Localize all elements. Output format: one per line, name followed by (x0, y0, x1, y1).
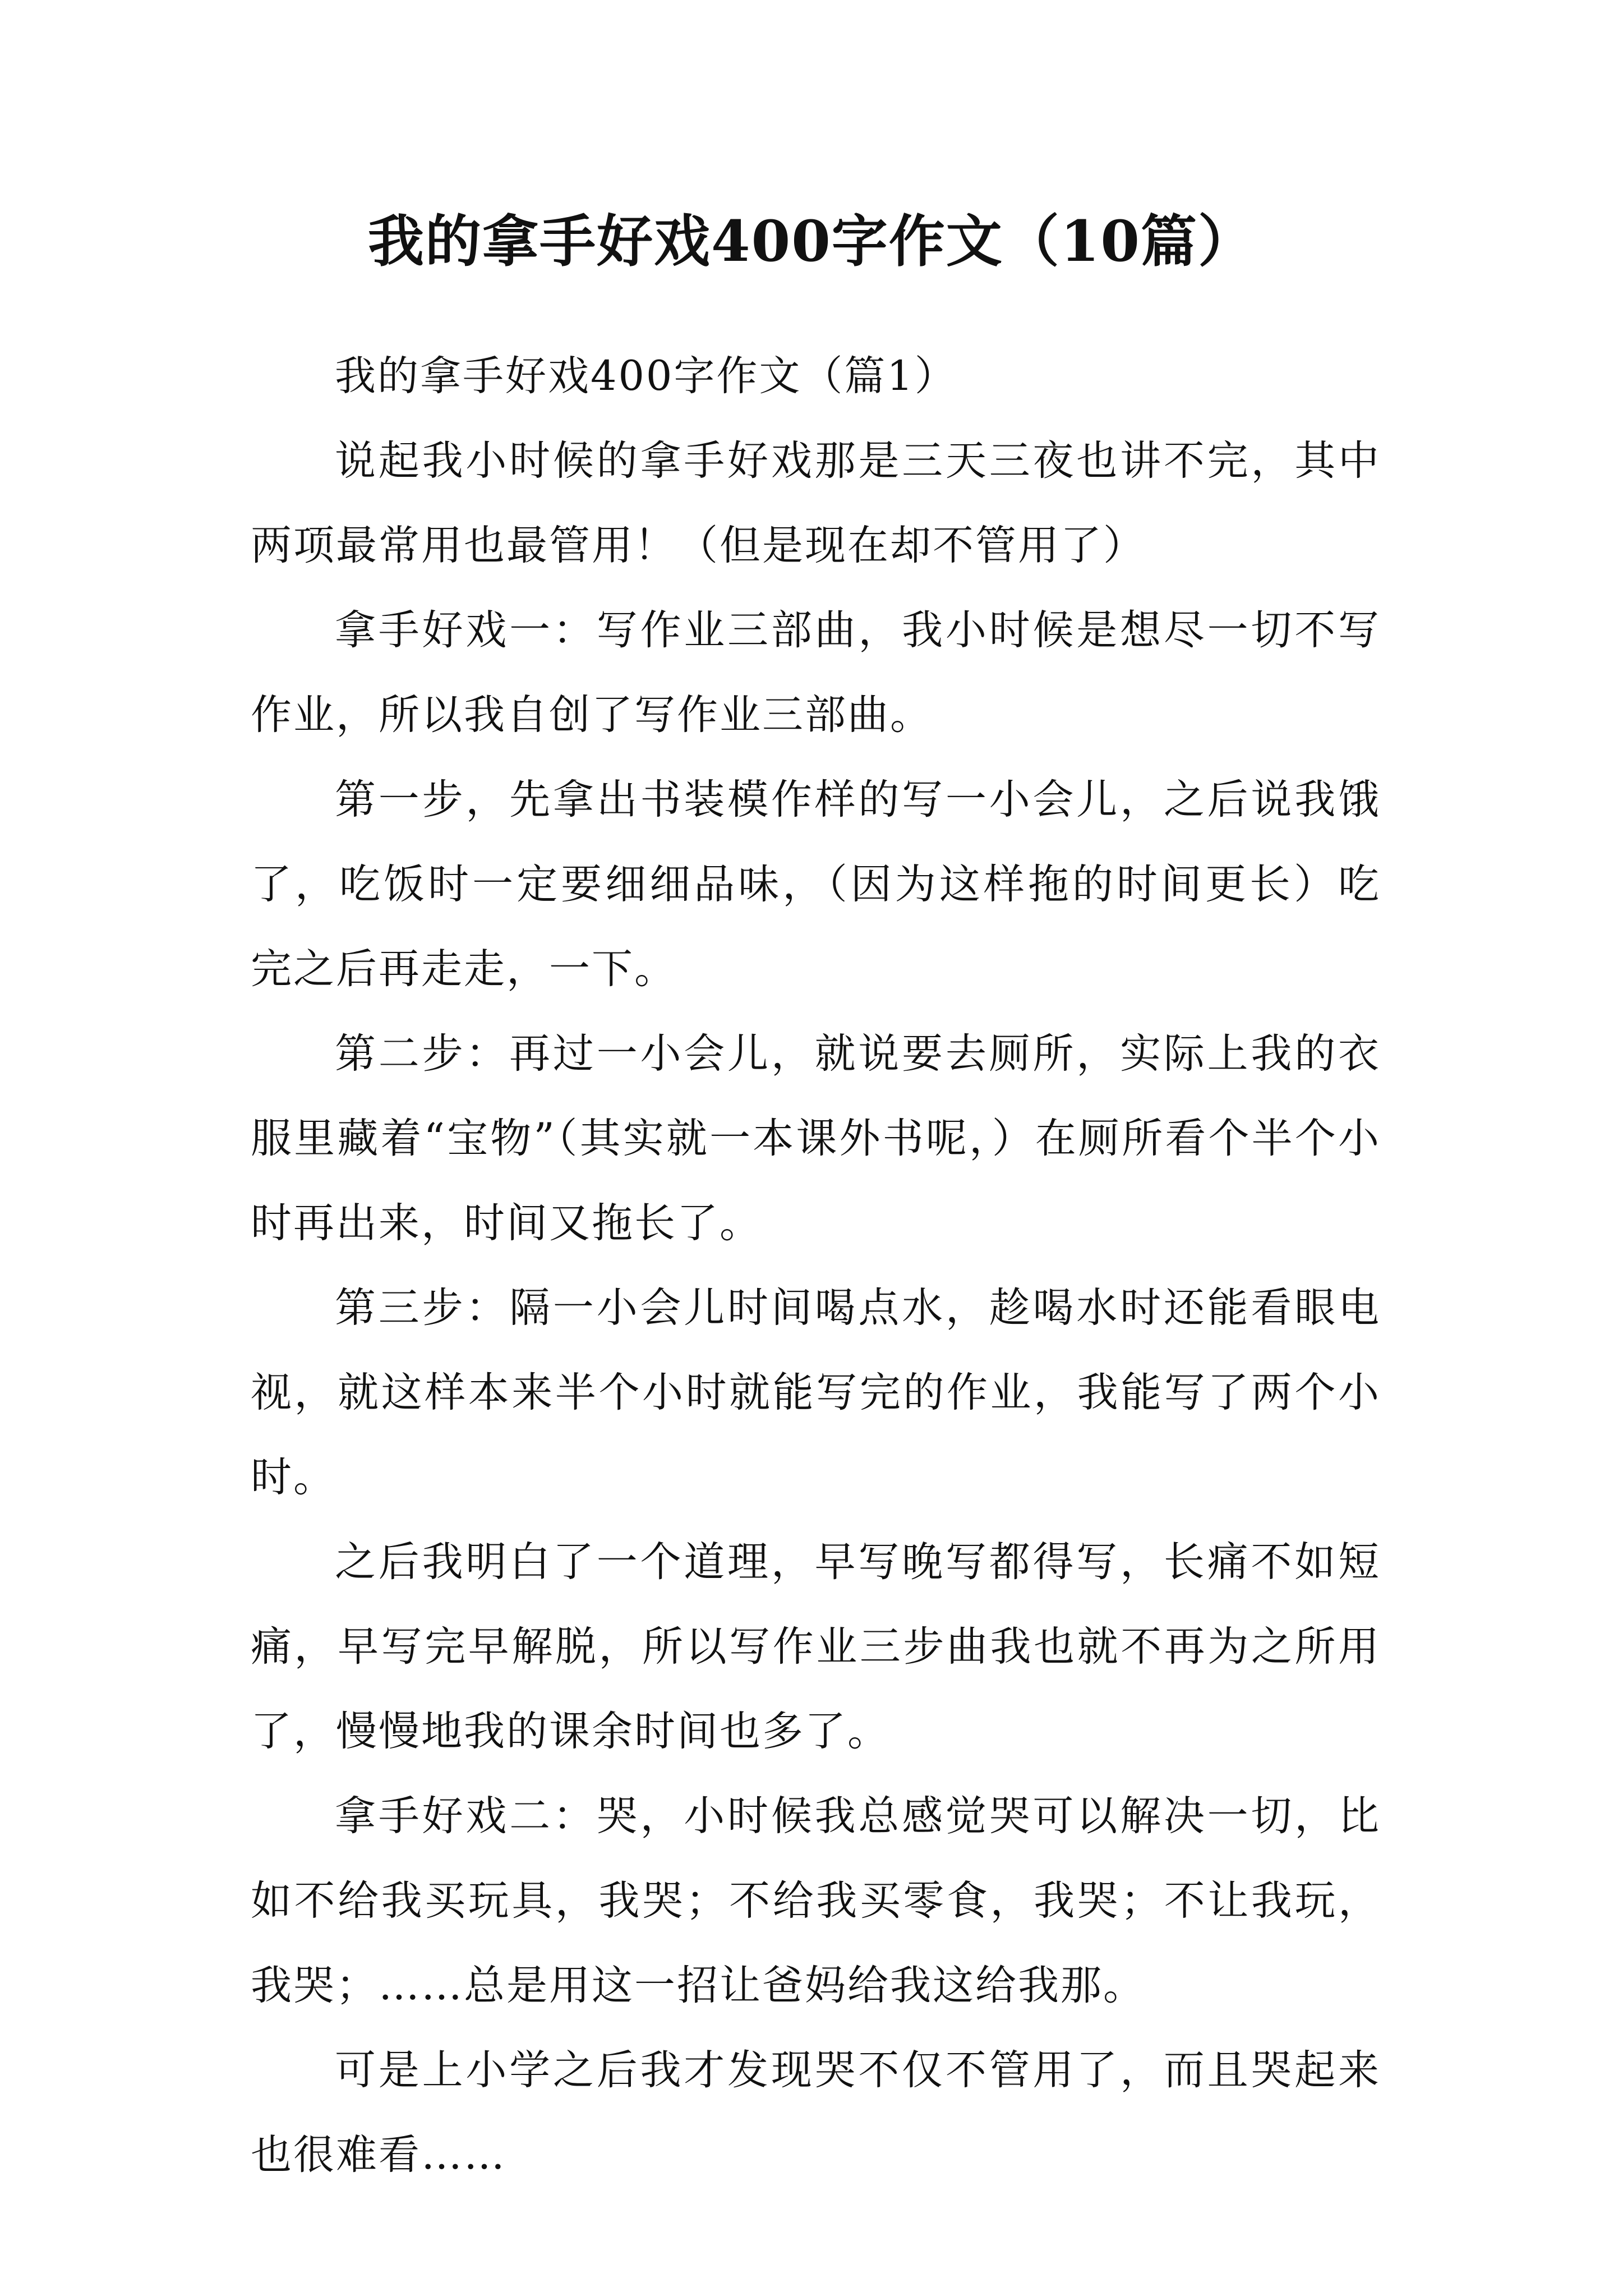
paragraph-3: 拿手好戏一：写作业三部曲，我小时候是想尽一切不写作业，所以我自创了写作业三部曲。 (251, 606, 1381, 739)
paragraph-7: 之后我明白了一个道理，早写晚写都得写，长痛不如短痛，早写完早解脱，所以写作业三步曲我也就不再为之所用了，慢慢地我的课余时间也多了。 (251, 1538, 1381, 1755)
paragraph-8: 拿手好戏二：哭，小时候我总感觉哭可以解决一切，比如不给我买玩具，我哭；不给我买零食，我哭；不让我玩，我哭；……总是用这一招让爸妈给我这给我那。 (251, 1792, 1381, 2009)
paragraph-5: 第二步：再过一小会儿，就说要去厕所，实际上我的衣服里藏着“宝物”（其实就一本课外书呢，）在厕所看个半个小时再出来，时间又拖长了。 (251, 1030, 1381, 1247)
paragraph-1: 我的拿手好戏400字作文（篇1） (335, 352, 957, 400)
paragraph-4: 第一步，先拿出书装模作样的写一小会儿，之后说我饿了，吃饭时一定要细细品味，（因为这样拖的时间更长）吃完之后再走走，一下。 (251, 776, 1381, 993)
paragraph-2: 说起我小时候的拿手好戏那是三天三夜也讲不完，其中两项最常用也最管用！（但是现在却不管用了） (251, 437, 1381, 569)
paragraph-6: 第三步：隔一小会儿时间喝点水，趁喝水时还能看眼电视，就这样本来半个小时就能写完的作业，我能写了两个小时。 (251, 1284, 1381, 1501)
document-title: 我的拿手好戏400字作文（10篇） (368, 208, 1255, 274)
document-body (251, 334, 1381, 2197)
paragraph-9: 可是上小学之后我才发现哭不仅不管用了，而且哭起来也很难看…… (251, 2046, 1381, 2179)
